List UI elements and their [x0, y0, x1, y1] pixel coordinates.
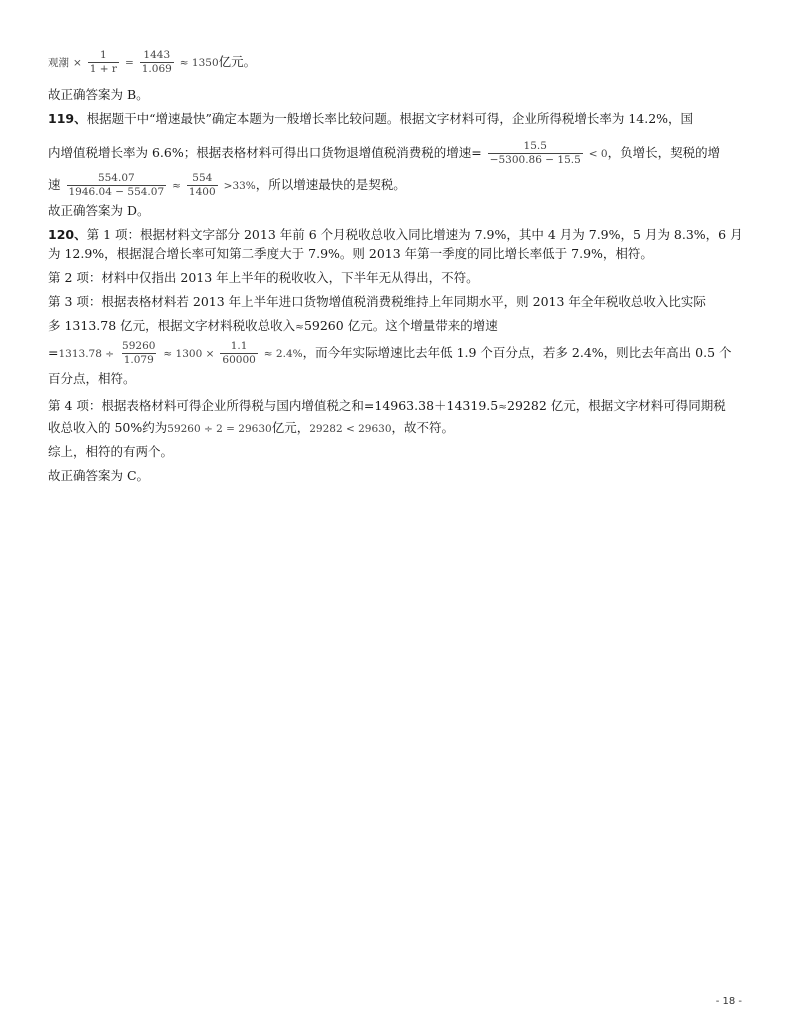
paragraph-text: ，所以增速最快的是契税。 — [255, 177, 406, 192]
paragraph-text: 59260 亿元。这个增量带来的增速 — [303, 318, 498, 333]
paragraph-text: 根据题干中“增速最快”确定本题为一般增长率比较问题。根据文字材料可得，企业所得税增长率为 14.2%，国 — [86, 111, 694, 126]
answer-line-118: 故正确答案为 B。 — [48, 87, 149, 102]
paragraph-text: 29282 亿元，根据文字材料可得同期税 — [507, 398, 726, 413]
approx-sign: ≈ — [172, 180, 181, 192]
question-120-item-4-line-2 — [48, 417, 758, 439]
multiply-sign: × — [72, 57, 82, 69]
paragraph-text: 第 4 项：根据表格材料可得企业所得税与国内增值税之和=14963.38＋14319.5 — [48, 398, 499, 413]
page-number: - 18 - — [715, 996, 742, 1007]
fraction-11-over-60000: $\frac{1.1}{60000}$ — [222, 340, 256, 366]
summary-line: 综上，相符的有两个。 — [48, 444, 174, 459]
formula-result: ≈ 2.4% — [263, 348, 303, 360]
approx-sign: ≈ — [498, 401, 508, 413]
question-119-line-2 — [48, 140, 758, 166]
fraction-deed-tax-growth: $\frac{554.07}{1946.04 - 554.07}$ — [68, 172, 165, 198]
paragraph-text: 收总收入的 50%约为 — [48, 420, 168, 435]
question-120-item-3-line-1: 第 3 项：根据表格材料若 2013 年上半年进口货物增值税消费税维持上年同期水平，则 2013 年全年税收总收入比实际 — [48, 294, 706, 309]
question-120-item-4-line-1 — [48, 395, 758, 417]
paragraph-text: 第 1 项：根据材料文字部分 2013 年前 6 个月税收总收入同比增速为 7.9%，其中 4 月为 7.9%，5 月为 8.3%，6 月 — [86, 227, 743, 242]
fraction-59260-over-1079: $\frac{59260}{1.079}$ — [122, 340, 156, 366]
question-120-item-3-line-2 — [48, 315, 758, 337]
fraction-1-over-1-plus-r: $\frac{1}{1 + r}$ — [89, 49, 117, 75]
question-120-item-3-conclusion: 百分点，相符。 — [48, 371, 136, 386]
paragraph-text: ，而今年实际增速比去年低 1.9 个百分点，若多 2.4%，则比去年高出 0.5 个 — [302, 345, 732, 360]
paragraph-text: 速 — [48, 177, 61, 192]
formula-comparison: 29282 < 29630 — [309, 423, 392, 435]
question-119-line-1 — [48, 108, 758, 130]
question-number: 119、 — [48, 111, 87, 126]
greater-than-33-percent: >33% — [223, 180, 256, 192]
less-than-zero: < 0 — [588, 148, 608, 160]
paragraph-text: ，负增长，契税的增 — [607, 145, 721, 160]
answer-line-120: 故正确答案为 C。 — [48, 468, 150, 483]
fraction-1443-over-1069: $\frac{1443}{1.069}$ — [141, 49, 172, 75]
approx-result: ≈ 1350 — [179, 57, 219, 69]
paragraph-text: 内增值税增长率为 6.6%；根据表格材料可得出口货物退增值税消费税的增速= — [48, 145, 482, 160]
line-1-formula — [48, 49, 758, 75]
equals-sign: = — [124, 57, 134, 69]
question-120-line-2: 为 12.9%，根据混合增长率可知第二季度大于 7.9%。则 2013 年第一季度的同比增长率低于 7.9%，相符。 — [48, 246, 653, 261]
paragraph-text: ，故不符。 — [391, 420, 455, 435]
question-number: 120、 — [48, 227, 87, 242]
paragraph-text: 亿元， — [271, 420, 310, 435]
formula-term: ≈ 1300 × — [163, 348, 215, 360]
approx-sign: ≈ — [295, 321, 304, 333]
question-120-item-2: 第 2 项：材料中仅指出 2013 年上半年的税收收入，下半年无从得出，不符。 — [48, 270, 479, 285]
fraction-export-growth: $\frac{15.5}{-5300.86 - 15.5}$ — [489, 140, 581, 166]
unit-text: 亿元。 — [218, 54, 257, 69]
question-120-item-3-formula — [48, 340, 758, 366]
question-119-line-3 — [48, 172, 758, 198]
fraction-554-over-1400: $\frac{554}{1400}$ — [188, 172, 216, 198]
formula-term: 观潮 — [48, 57, 69, 69]
formula-term: 59260 ÷ 2 = 29630 — [167, 423, 272, 435]
formula-term: 1313.78 ÷ — [58, 348, 115, 360]
answer-line-119: 故正确答案为 D。 — [48, 203, 150, 218]
paragraph-text: 多 1313.78 亿元，根据文字材料税收总收入 — [48, 318, 296, 333]
equals-sign: = — [48, 345, 59, 360]
